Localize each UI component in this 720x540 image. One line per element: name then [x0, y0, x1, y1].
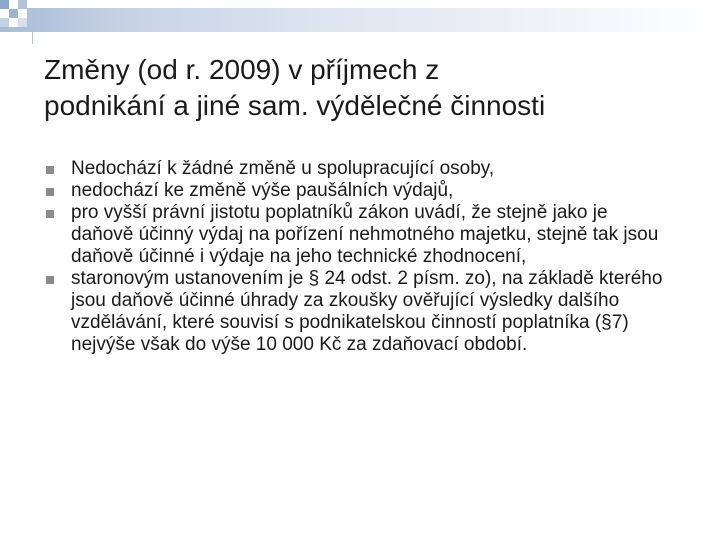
- bullet-item: [44, 202, 664, 268]
- bullet-square-icon: [46, 210, 54, 218]
- header-rule-decoration: [32, 32, 33, 44]
- bullet-text: Nedochází k žádné změně u spolupracující osoby,: [71, 158, 495, 179]
- corner-checker-decoration: [0, 0, 40, 40]
- bullet-text: staronovým ustanovením je § 24 odst. 2 písm. zo), na základě kterého jsou daňově účinné úhrady za zkoušky ověřující výsledky dalšího vzdělávání, které souvisí s podnikatelskou činností poplatníka (§7) nejvýše však do výše 10 000 Kč za zdaňovací období.: [71, 268, 663, 355]
- header-band-decoration: [0, 8, 720, 32]
- slide-title-line-1: Změny (od r. 2009) v příjmech z: [44, 54, 440, 85]
- bullet-square-icon: [46, 188, 54, 196]
- bullet-item: [44, 158, 664, 180]
- bullet-item: [44, 268, 664, 356]
- bullet-text: pro vyšší právní jistotu poplatníků zákon uvádí, že stejně jako je daňově účinný výdaj na pořízení nehmotného majetku, stejně tak jsou daňově účinné i výdaje na jeho technické zhodnocení,: [71, 202, 659, 267]
- bullet-square-icon: [46, 276, 54, 284]
- slide-title-line-2: podnikání a jiné sam. výdělečné činnosti: [44, 90, 546, 121]
- bullet-list: [44, 158, 664, 356]
- bullet-item: [44, 180, 664, 202]
- bullet-text: nedochází ke změně výše paušálních výdajů,: [71, 180, 454, 201]
- slide-title: [44, 52, 684, 124]
- bullet-square-icon: [46, 166, 54, 174]
